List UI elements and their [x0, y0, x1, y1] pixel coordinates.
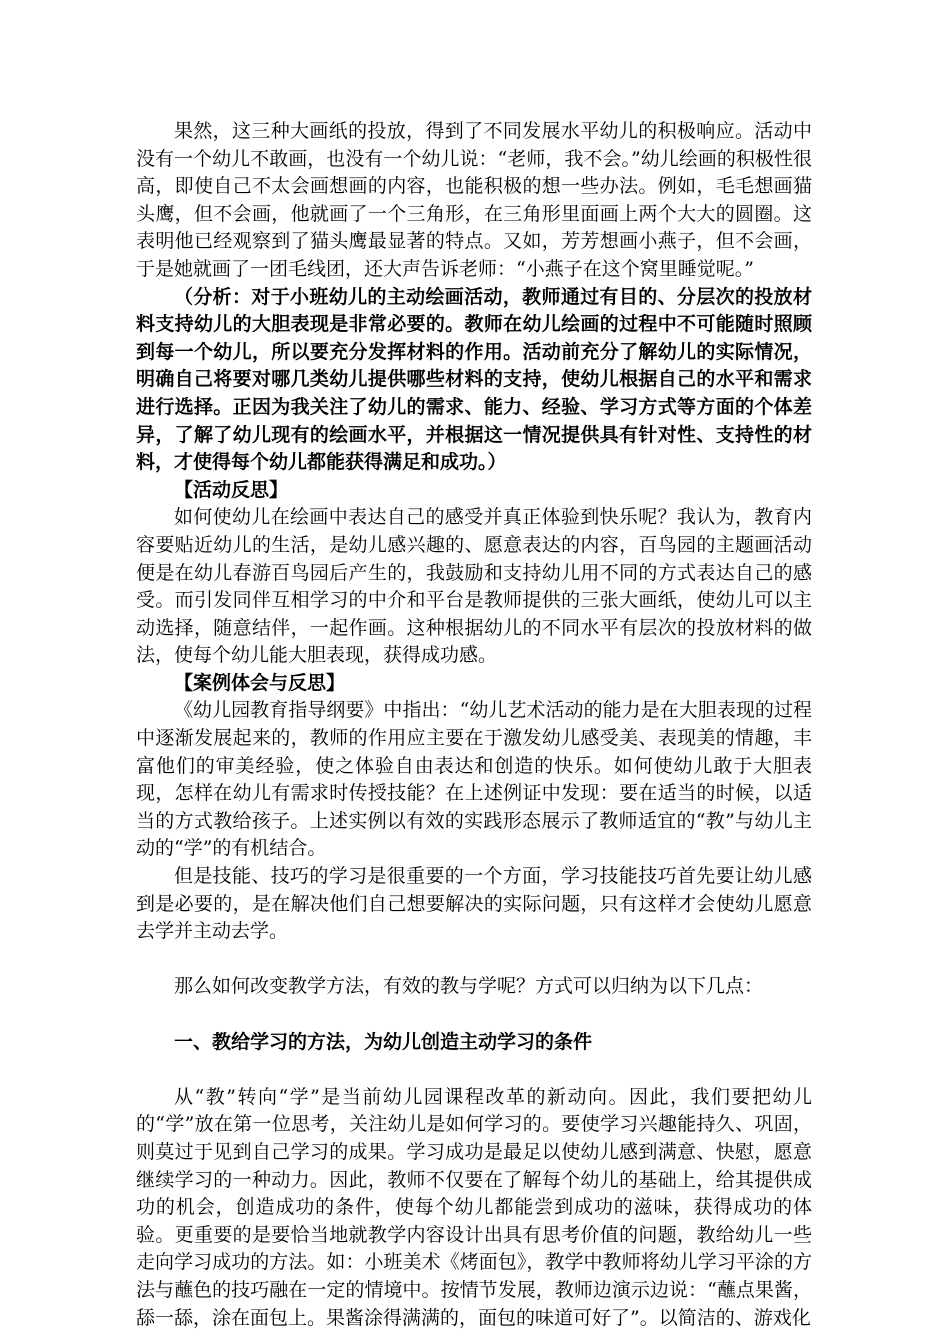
paragraph-teaching-methods: 从“教”转向“学”是当前幼儿园课程改革的新动向。因此，我们要把幼儿的“学”放在第一位思考，关注幼儿是如何学习的。要使学习兴趣能持久、巩固，则莫过于见到自己学习的成果。学习成功是最足以使幼儿感到满意、快慰，愿意继续学习的一种动力。因此，教师不仅要在了解每个幼儿的基础上，给其提供成功的机会，创造成功的条件，使每个幼儿都能尝到成功的滋味，获得成功的体验。更重要的是要恰当地就教学内容设计出具有思考价值的问题，教给幼儿一些走向学习成功的方法。如：小班美术《烤面包》，教学中教师将幼儿学习平涂的方法与蘸色的技巧融在一定的情境中。按情节发展，教师边演示边说：“蘸点果酱，舔一舔，涂在面包上。果酱涂得满满的，面包的味道可好了”。以简洁的、游戏化	[136, 1085, 812, 1329]
paragraph-observation: 果然，这三种大画纸的投放，得到了不同发展水平幼儿的积极响应。活动中没有一个幼儿不敢画，也没有一个幼儿说：“老师，我不会。”幼儿绘画的积极性很高，即使自己不太会画想画的内容，也能积极的想一些办法。例如，毛毛想画猫头鹰，但不会画，他就画了一个三角形，在三角形里面画上两个大大的圆圈。这表明他已经观察到了猫头鹰最显著的特点。又如，芳芳想画小燕子，但不会画，于是她就画了一团毛线团，还大声告诉老师：“小燕子在这个窝里睡觉呢。”	[136, 120, 812, 280]
spacer	[136, 1001, 812, 1029]
paragraph-guideline: 《幼儿园教育指导纲要》中指出：“幼儿艺术活动的能力是在大胆表现的过程中逐渐发展起来的，教师的作用应主要在于激发幼儿感受美、表现美的情趣，丰富他们的审美经验，使之体验自由表达和创造的快乐。如何使幼儿敢于大胆表现，怎样在幼儿有需求时传授技能？在上述例证中发现：要在适当的时候，以适当的方式教给孩子。上述实例以有效的实践形态展示了教师适宜的“教”与幼儿主动的“学”的有机结合。	[136, 699, 812, 860]
heading-case-reflection: 【案例体会与反思】	[174, 671, 346, 694]
heading-activity-reflection: 【活动反思】	[174, 478, 289, 501]
document-page	[136, 118, 812, 1332]
spacer	[136, 946, 812, 974]
paragraph-analysis: （分析：对于小班幼儿的主动绘画活动，教师通过有目的、分层次的投放材料支持幼儿的大胆表现是非常必要的。教师在幼儿绘画的过程中不可能随时照顾到每一个幼儿，所以要充分发挥材料的作用。活动前充分了解幼儿的实际情况，明确自己将要对哪几类幼儿提供哪些材料的支持，使幼儿根据自己的水平和需求进行选择。正因为我关注了幼儿的需求、能力、经验、学习方式等方面的个体差异，了解了幼儿现有的绘画水平，并根据这一情况提供具有针对性、支持性的材料，才使得每个幼儿都能获得满足和成功。）	[136, 285, 812, 474]
spacer	[136, 1056, 812, 1084]
section-title-1: 一、教给学习的方法，为幼儿创造主动学习的条件	[174, 1030, 593, 1053]
paragraph-methods-intro: 那么如何改变教学方法，有效的教与学呢？方式可以归纳为以下几点：	[174, 975, 764, 998]
paragraph-reflection: 如何使幼儿在绘画中表达自己的感受并真正体验到快乐呢？我认为，教育内容要贴近幼儿的生活，是幼儿感兴趣的、愿意表达的内容，百鸟园的主题画活动便是在幼儿春游百鸟园后产生的，我鼓励和支持幼儿用不同的方式表达自己的感受。而引发同伴互相学习的中介和平台是教师提供的三张大画纸，使幼儿可以主动选择，随意结伴，一起作画。这种根据幼儿的不同水平有层次的投放材料的做法，使每个幼儿能大胆表现，获得成功感。	[136, 506, 812, 667]
paragraph-skills: 但是技能、技巧的学习是很重要的一个方面，学习技能技巧首先要让幼儿感到是必要的，是在解决他们自己想要解决的实际问题，只有这样才会使幼儿愿意去学并主动去学。	[136, 865, 812, 943]
